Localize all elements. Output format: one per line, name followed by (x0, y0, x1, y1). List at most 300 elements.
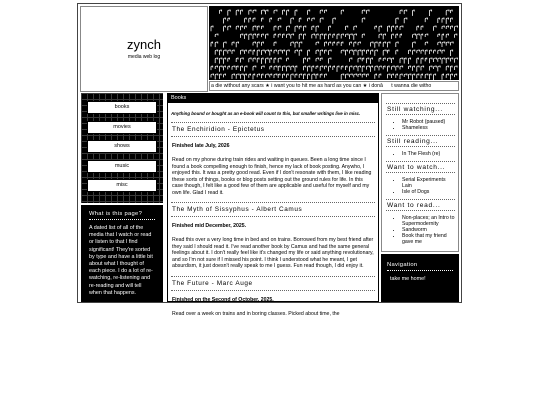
banner-figure (295, 26, 298, 32)
banner-figure (362, 66, 364, 72)
banner-figure (245, 50, 247, 54)
banner-figure (417, 34, 419, 39)
banner-figure (396, 34, 398, 38)
banner-figure (417, 26, 419, 30)
banner-figure (316, 58, 319, 61)
banner-figure (362, 10, 365, 14)
banner-figure (400, 74, 402, 79)
banner-figure (320, 74, 322, 78)
banner-figure (236, 42, 238, 47)
banner-figure (253, 74, 255, 79)
banner-figure (425, 34, 428, 37)
banner-figure (379, 74, 381, 78)
banner-figure (396, 18, 398, 24)
banner-figure (417, 58, 419, 64)
banner-figure (345, 50, 347, 55)
banner-figure (337, 66, 339, 72)
banner-figure (442, 74, 444, 80)
banner-figure (308, 18, 310, 21)
banner-figure (425, 42, 427, 45)
banner-figure (408, 58, 410, 64)
banner-figure (228, 18, 230, 21)
banner-figure (228, 58, 230, 62)
banner-figure (417, 66, 419, 72)
banner-figure (211, 26, 213, 31)
banner-figure (266, 74, 269, 78)
banner-figure (245, 74, 247, 80)
banner-figure (303, 74, 305, 79)
banner-figure (429, 50, 431, 54)
banner-figure (278, 74, 280, 78)
nav-books-button[interactable]: books (87, 101, 157, 114)
banner-figure (450, 74, 452, 80)
banner-figure (366, 66, 369, 70)
banner-figure (446, 18, 448, 24)
banner-figure (215, 74, 218, 79)
banner-figure (350, 74, 353, 77)
banner-figure (345, 74, 348, 78)
banner-figure (350, 34, 353, 39)
banner-figure (249, 50, 251, 54)
banner-figure (236, 10, 239, 15)
still-watching-list (386, 119, 455, 131)
banner-figure (274, 66, 277, 70)
banner-figure (392, 74, 394, 78)
banner-figure (219, 50, 221, 55)
navigation-heading: Navigation (387, 262, 453, 271)
banner-figure (383, 34, 385, 39)
banner-figure (253, 10, 256, 13)
banner-figure (266, 50, 269, 53)
banner-figure (236, 26, 238, 29)
banner-figure (341, 42, 343, 46)
scrolling-marquee: a die without any scars ★ i want you to hit me as hard as you can ★ i donât wanna die witho (209, 81, 459, 91)
banner-figure (350, 66, 352, 72)
banner-figure (429, 58, 432, 63)
entry-text: Read this over a very long time in bed and on trains. Borrowed from my best friend after they said I should read it. I've read another book by Camus and had the same general feelings about it. I don't really feel like it's changed my life or said anything revolutionary, and so I'm not sure if I missed his point. I think I understood what he meant, I get absurdism, it just doesn't really speak to me I guess. Fun read though, I did enjoy it. (172, 237, 374, 269)
banner-figure (266, 10, 268, 14)
banner-figure (253, 50, 255, 55)
banner-figure (232, 50, 234, 54)
site-logo-box (80, 6, 208, 92)
banner-figure (358, 42, 360, 45)
banner-figure (316, 50, 318, 54)
banner-figure (274, 34, 276, 38)
banner-figure (320, 50, 322, 56)
banner-figure (303, 26, 305, 31)
banner-figure (413, 74, 415, 80)
about-text: A dated list of all of the media that I watch or read or listen to that I find significant! They're sorted by type and have a little bit about what I thought of each piece. I do a lot of re-watching, re-listening and re-reading and will tell when that happens. (89, 225, 153, 296)
banner-figure (324, 34, 326, 39)
banner-figure (303, 34, 305, 39)
banner-figure (438, 58, 441, 62)
still-reading-list (386, 151, 455, 157)
banner-figure (253, 18, 255, 22)
banner-figure (379, 66, 381, 70)
banner-figure (392, 58, 394, 63)
banner-figure (362, 50, 364, 55)
banner-figure (392, 26, 394, 32)
banner-figure (270, 58, 272, 63)
banner-figure (261, 74, 263, 78)
banner-figure (274, 26, 276, 31)
banner-figure (261, 26, 263, 29)
banner-figure (375, 26, 377, 29)
entry-title: The Enchiridion - Epictetus (171, 122, 375, 137)
banner-figure (404, 58, 406, 64)
list-item: • Mr Robot (paused) (402, 119, 455, 125)
banner-figure (329, 66, 331, 72)
banner-figure (312, 18, 314, 21)
entry-title: The Myth of Sissyphus - Albert Camus (171, 202, 375, 217)
banner-figure (324, 66, 326, 69)
banner-figure (228, 26, 231, 30)
banner-figure (228, 66, 230, 69)
banner-figure (224, 74, 226, 77)
banner-figure (291, 42, 294, 46)
banner-figure (278, 50, 281, 54)
banner-figure (274, 58, 276, 63)
banner-figure (442, 26, 444, 29)
banner-figure (232, 66, 235, 70)
banner-figure (236, 66, 238, 70)
banner-figure (446, 10, 449, 15)
navigation-panel (381, 254, 459, 302)
banner-figure (257, 42, 259, 47)
banner-figure (224, 50, 227, 55)
banner-figure (257, 34, 259, 38)
banner-figure (215, 42, 218, 47)
banner-figure (434, 50, 436, 53)
banner-figure (400, 66, 403, 70)
banner-figure (442, 58, 445, 64)
banner-figure (366, 50, 368, 54)
list-item: • Isle of Dogs (402, 189, 455, 195)
banner-figure (249, 18, 251, 22)
page-frame (77, 3, 462, 317)
banner-figure (434, 66, 437, 69)
list-item: • Shameless (402, 125, 455, 131)
banner-figure (442, 18, 444, 23)
banner-figure (400, 26, 403, 30)
banner-figure (295, 50, 298, 53)
banner-figure (387, 58, 390, 61)
banner-figure (240, 66, 242, 71)
banner-figure (261, 18, 263, 21)
banner-figure (278, 34, 280, 37)
banner-figure (240, 74, 243, 79)
banner-figure (261, 42, 263, 46)
banner-figure (400, 34, 402, 38)
banner-figure (228, 50, 230, 54)
banner-figure (333, 34, 335, 38)
banner-figure (329, 26, 331, 31)
banner-figure (299, 18, 301, 22)
banner-figure (375, 66, 378, 71)
banner-figure (282, 50, 284, 54)
status-sidebar (381, 93, 459, 252)
banner-figure (240, 58, 243, 63)
entry-date: Finished on the Second of October, 2025. (172, 296, 274, 303)
banner-figure (421, 26, 423, 30)
banner-figure (224, 18, 226, 23)
banner-figure (245, 66, 247, 71)
banner-figure (245, 18, 247, 22)
banner-figure (299, 50, 301, 56)
nav-shows-button[interactable]: shows (87, 140, 157, 153)
banner-figure (316, 26, 318, 32)
banner-figure (329, 34, 331, 39)
banner-figure (450, 58, 452, 61)
banner-figure (450, 10, 452, 13)
banner-figure (413, 34, 416, 38)
banner-figure (329, 42, 331, 45)
nav-misc-button[interactable]: misc (87, 179, 157, 192)
banner-figure (295, 74, 297, 78)
banner-figure (245, 26, 247, 29)
banner-figure (341, 10, 343, 14)
list-item: • Sandworm (402, 227, 455, 233)
banner-figure (278, 66, 280, 71)
nav-movies-button[interactable]: movies (87, 121, 157, 134)
want-to-read-list (386, 215, 455, 245)
banner-figure (429, 10, 431, 16)
banner-figure (261, 58, 263, 64)
banner-figure (446, 74, 449, 78)
banner-figure (324, 42, 326, 46)
banner-figure (240, 26, 242, 30)
banner-figure (287, 10, 289, 15)
banner-figure (291, 66, 294, 70)
banner-figure (249, 10, 251, 15)
banner-figure (261, 66, 264, 69)
banner-figure (270, 50, 272, 55)
banner-figure (404, 18, 407, 23)
banner-figure (446, 66, 448, 70)
banner-figure (455, 26, 458, 31)
banner-figure (253, 26, 256, 31)
banner-figure (266, 34, 268, 39)
entry-text: Read on my phone during train rides and waiting in queues. Been a long time since I found a book compelling enough to finish, hence my lack of book posting. Anywho, I enjoyed this. It was a pretty good read. Even if I don't resonate with them, I like reading these sorts of things, books or blog posts setting out the ground rules for life. In this case though, I felt like a good few of them are applicable and useful for myself and my own life. Glad I read it. (172, 157, 372, 196)
site-subtitle: media web log (127, 54, 161, 60)
banner-figure (442, 34, 444, 40)
banner-figure (219, 74, 221, 79)
banner-figure (320, 34, 323, 39)
banner-figure (366, 10, 369, 14)
banner-figure (337, 42, 339, 46)
banner-figure (345, 26, 347, 30)
banner-figure (400, 10, 402, 14)
banner-figure (371, 42, 373, 47)
banner-figure (324, 74, 326, 78)
banner-figure (358, 58, 361, 62)
banner-figure (308, 50, 310, 56)
banner-figure (261, 10, 264, 14)
want-to-watch-list (386, 177, 455, 195)
banner-figure (442, 42, 445, 47)
banner-figure (438, 50, 441, 54)
banner-figure (295, 66, 297, 72)
banner-figure (425, 18, 427, 22)
banner-figure (446, 58, 449, 63)
banner-figure (320, 18, 323, 23)
banner-figure (312, 66, 314, 72)
nav-music-button[interactable]: music (87, 160, 157, 173)
banner-figure (417, 50, 420, 53)
entry-date: Finished mid December, 2025. (172, 223, 247, 229)
main-content[interactable] (167, 93, 379, 317)
banner-figure (450, 26, 452, 29)
banner-figure (379, 26, 382, 32)
banner-figure (224, 58, 226, 64)
banner-figure (261, 50, 264, 55)
banner-figure (240, 50, 243, 55)
banner-figure (287, 50, 290, 55)
banner-figure (446, 26, 448, 29)
banner-figure (287, 34, 290, 38)
banner-figure (408, 66, 410, 69)
banner-figure (438, 42, 441, 45)
banner-figure (371, 66, 373, 72)
banner-figure (362, 18, 365, 22)
banner-figure (362, 74, 365, 78)
banner-figure (438, 34, 440, 37)
banner-figure (358, 50, 361, 55)
banner-figure (383, 50, 386, 55)
banner-figure (316, 34, 318, 38)
banner-figure (429, 74, 431, 79)
banner-figure (446, 42, 449, 46)
banner-figure (291, 34, 294, 39)
banner-figure (261, 34, 263, 37)
banner-figure (308, 58, 310, 62)
banner-figure (299, 34, 301, 39)
banner-figure (350, 50, 353, 54)
banner-figure (404, 74, 407, 77)
banner-figure (383, 66, 385, 69)
banner-figure (224, 66, 226, 70)
banner-figure (299, 74, 301, 78)
banner-figure (413, 66, 415, 71)
banner-figure (354, 34, 357, 40)
banner-figure (366, 74, 368, 77)
banner-figure (421, 66, 424, 70)
banner-figure (257, 58, 259, 63)
banner-figure (282, 74, 284, 78)
banner-figure (282, 66, 285, 71)
banner-figure (379, 58, 381, 62)
banner-figure (450, 42, 453, 45)
entry-title: The Future - Marc Auge (171, 276, 375, 291)
banner-figure (396, 42, 398, 47)
banner-figure (219, 66, 222, 72)
banner-figure (333, 18, 336, 24)
banner-figure (215, 66, 217, 69)
still-watching-heading: Still watching... (386, 103, 455, 115)
banner-figure (287, 66, 290, 71)
banner-figure (455, 66, 457, 70)
banner-figure (408, 50, 410, 54)
banner-figure (215, 50, 218, 55)
banner-figure (253, 58, 255, 61)
banner-figure (383, 58, 385, 61)
section-title: Books (168, 94, 378, 103)
banner-figure (320, 10, 322, 14)
banner-figure (413, 42, 416, 48)
banner-figure (337, 34, 339, 39)
banner-figure (324, 50, 326, 53)
banner-figure (392, 34, 394, 39)
banner-figure (434, 26, 437, 31)
banner-figure (396, 66, 398, 70)
banner-figure (438, 18, 440, 23)
banner-figure (438, 66, 440, 71)
banner-figure (387, 50, 389, 53)
banner-figure (387, 26, 389, 32)
banner-figure (341, 50, 344, 53)
banner-figure (350, 42, 352, 45)
banner-figure (312, 74, 315, 80)
banner-figure (387, 74, 390, 78)
home-link[interactable]: take me home! (390, 276, 426, 282)
banner-figure (303, 66, 305, 70)
banner-figure (245, 34, 247, 39)
banner-figure (240, 34, 242, 38)
banner-figure (303, 58, 305, 63)
banner-figure (316, 42, 319, 45)
banner-figure (274, 42, 276, 46)
banner-figure (400, 58, 403, 63)
banner-figure (425, 50, 427, 55)
banner-figure (295, 10, 297, 16)
banner-figure (236, 74, 239, 79)
banner-figure (211, 74, 214, 78)
banner-figure (366, 58, 368, 63)
banner-figure (358, 74, 361, 77)
banner-figure (333, 66, 335, 70)
category-nav (81, 93, 163, 203)
banner-figure (274, 10, 277, 14)
banner-figure (270, 74, 272, 77)
banner-figure (434, 58, 437, 62)
banner-figure (299, 42, 302, 47)
banner-figure (287, 58, 289, 61)
banner-figure (450, 50, 452, 56)
banner-figure (270, 18, 272, 22)
banner-figure (375, 50, 378, 56)
banner-figure (446, 34, 448, 38)
banner-figure (232, 42, 234, 45)
banner-figure (404, 10, 407, 14)
banner-figure (215, 34, 218, 37)
banner-figure (270, 66, 272, 69)
banner-figure (324, 10, 326, 13)
banner-figure (371, 50, 373, 54)
banner-figure (253, 66, 256, 70)
site-title: zynch (127, 37, 161, 52)
list-item: • Book that my friend gave me (402, 233, 455, 245)
banner-figure (312, 34, 315, 38)
list-item: • In The Flesh (re) (402, 151, 455, 157)
banner-figure (253, 34, 256, 39)
banner-figure (354, 50, 356, 55)
banner-figure (228, 10, 230, 16)
banner-figure (421, 34, 423, 40)
about-panel (81, 205, 163, 302)
banner-figure (219, 10, 221, 14)
banner-figure (232, 74, 235, 79)
banner-figure (312, 26, 314, 30)
